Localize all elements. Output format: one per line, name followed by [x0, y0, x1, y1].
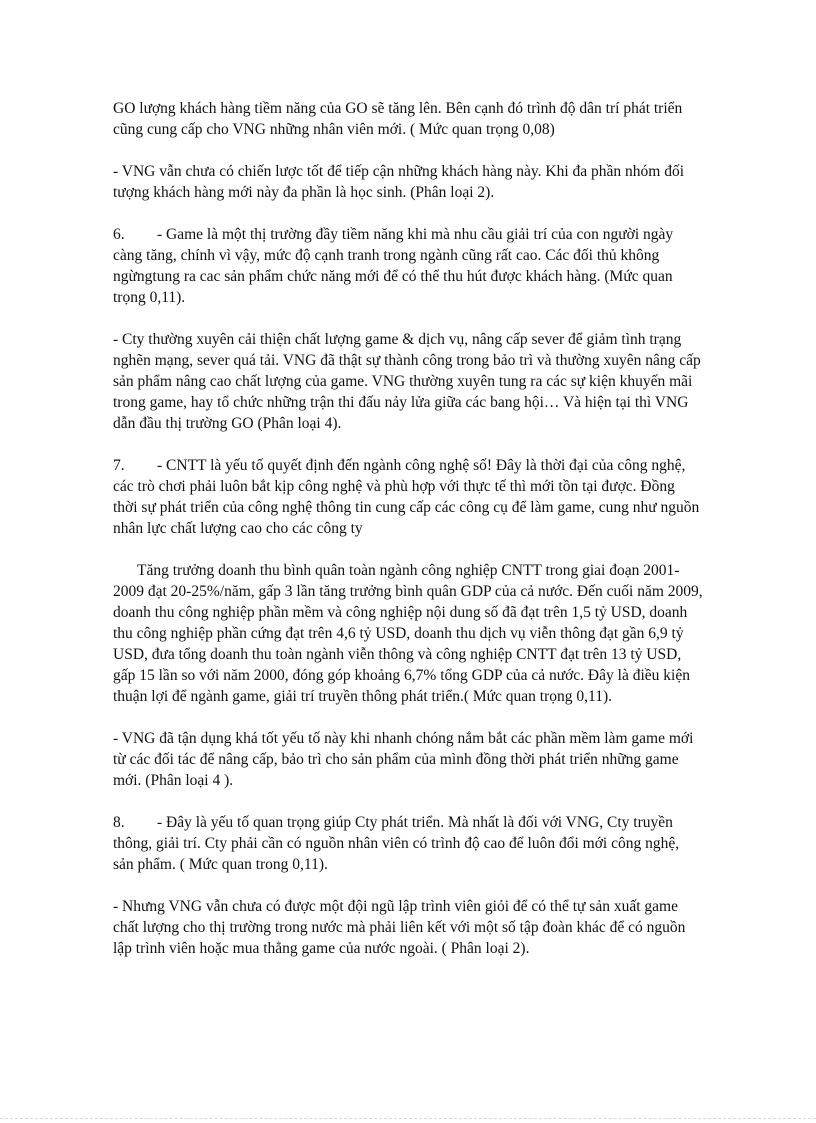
paragraph-text: GO lượng khách hàng tiềm năng của GO sẽ tăng lên. Bên cạnh đó trình độ dân trí phát triển cũng cung cấp cho VNG những nhân viên mới. ( Mức quan trọng 0,08) — [113, 100, 683, 138]
paragraph-item-7 — [113, 455, 703, 539]
paragraph-text: Tăng trưởng doanh thu bình quân toàn ngành công nghiệp CNTT trong giai đoạn 2001-2009 đạt 20-25%/năm, gấp 3 lần tăng trưởng bình quân GDP của cả nước. Đến cuối năm 2009, doanh thu công nghiệp phần mềm và công nghiệp nội dung số đã đạt trên 1,5 tỷ USD, doanh thu công nghiệp phần cứng đạt trên 4,6 tỷ USD, doanh thu dịch vụ viễn thông đạt gần 6,9 tỷ USD, đưa tổng doanh thu toàn ngành viễn thông và công nghiệp CNTT đạt trên 13 tỷ USD, gấp 15 lần so với năm 2000, đóng góp khoảng 6,7% tổng GDP của cả nước. Đây là điều kiện thuận lợi để ngành game, giải trí truyền thông phát triển.( Mức quan trọng 0,11). — [113, 562, 703, 705]
paragraph-text: - Đây là yếu tố quan trọng giúp Cty phát triển. Mà nhất là đối với VNG, Cty truyền thông, giải trí. Cty phải cần có nguồn nhân viên có trình độ cao để luôn đổi mới công nghệ, sản phẩm. ( Mức quan trong 0,11). — [113, 814, 680, 873]
paragraph-1 — [113, 98, 703, 140]
paragraph-text: - CNTT là yếu tố quyết định đến ngành công nghệ số! Đây là thời đại của công nghệ, các trò chơi phải luôn bắt kịp công nghệ và phù hợp với thực tế thì mới tồn tại được. Đồng thời sự phát triển của công nghệ thông tin cung cấp các công cụ để làm game, cung như nguồn nhân lực chất lượng cao cho các công ty — [113, 457, 700, 537]
item-number: 6. — [113, 226, 125, 243]
paragraph-text: - Game là một thị trường đầy tiềm năng khi mà nhu cầu giải trí của con người ngày càng tăng, chính vì vậy, mức độ cạnh tranh trong ngành cũng rất cao. Các đối thủ không ngừngtung ra cac sản phẩm chức năng mới để có thể thu hút được khách hàng. (Mức quan trọng 0,11). — [113, 226, 674, 306]
paragraph-4 — [113, 329, 703, 434]
paragraph-6 — [113, 560, 703, 707]
page-bottom-divider — [0, 1118, 816, 1119]
paragraph-text: - VNG đã tận dụng khá tốt yếu tố này khi nhanh chóng nắm bắt các phần mềm làm game mới từ các đối tác để nâng cấp, bảo trì cho sản phẩm của mình đồng thời phát triển những game mới. (Phân loại 4 ). — [113, 730, 694, 789]
item-number: 7. — [113, 457, 125, 474]
paragraph-text: - Nhưng VNG vẫn chưa có được một đội ngũ lập trình viên giỏi để có thể tự sản xuất game chất lượng cho thị trường trong nước mà phải liên kết với một số tập đoàn khác để có nguồn lập trình viên hoặc mua thẳng game của nước ngoài. ( Phân loại 2). — [113, 898, 686, 957]
paragraph-2 — [113, 161, 703, 203]
paragraph-text: - Cty thường xuyên cải thiện chất lượng game & dịch vụ, nâng cấp sever để giảm tình trạng nghẽn mạng, sever quá tải. VNG đã thật sự thành công trong bảo trì và thường xuyên nâng cấp sản phẩm nâng cao chất lượng của game. VNG thường xuyên tung ra các sự kiện khuyến mãi trong game, hay tổ chức những trận thi đấu nảy lửa giữa các bang hội… Và hiện tại thì VNG dẫn đầu thị trường GO (Phân loại 4). — [113, 331, 701, 432]
paragraph-item-6 — [113, 224, 703, 308]
paragraph-item-8 — [113, 812, 703, 875]
paragraph-9 — [113, 896, 703, 959]
item-number: 8. — [113, 814, 125, 831]
paragraph-text: - VNG vẫn chưa có chiến lược tốt để tiếp cận những khách hàng này. Khi đa phần nhóm đối tượng khách hàng mới này đa phần là học sinh. (Phân loại 2). — [113, 163, 685, 201]
paragraph-7 — [113, 728, 703, 791]
document-body — [113, 98, 703, 980]
